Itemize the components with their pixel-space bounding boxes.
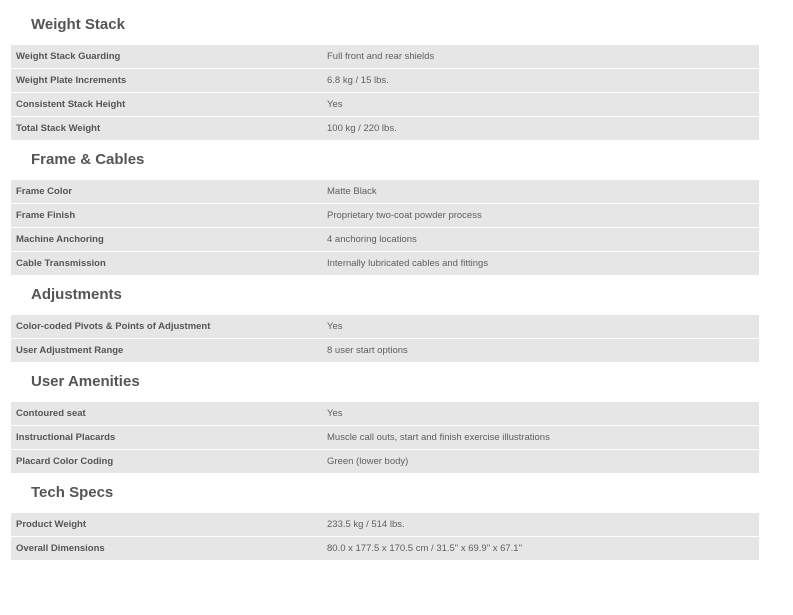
spec-value: Yes [327, 408, 343, 419]
spec-label: Product Weight [16, 519, 87, 530]
spec-row [11, 180, 759, 204]
section-title-frame-cables: Frame & Cables [31, 151, 145, 168]
spec-label: Contoured seat [16, 408, 86, 419]
spec-value: 8 user start options [327, 345, 408, 356]
spec-value: 4 anchoring locations [327, 234, 417, 245]
section-title-tech-specs: Tech Specs [31, 484, 114, 501]
section-title-adjustments: Adjustments [31, 286, 122, 303]
section-title-weight-stack: Weight Stack [31, 16, 125, 33]
spec-label: Cable Transmission [16, 258, 106, 269]
spec-label: Weight Stack Guarding [16, 51, 121, 62]
spec-row [11, 204, 759, 228]
spec-label: Frame Color [16, 186, 72, 197]
spec-row [11, 339, 759, 362]
spec-row [11, 426, 759, 450]
spec-value: 100 kg / 220 lbs. [327, 123, 397, 134]
spec-row [11, 315, 759, 339]
spec-value: Matte Black [327, 186, 377, 197]
spec-value: Muscle call outs, start and finish exercise illustrations [327, 432, 550, 443]
spec-label: Overall Dimensions [16, 543, 105, 554]
spec-row [11, 69, 759, 93]
spec-sheet [11, 0, 759, 560]
spec-label: Instructional Placards [16, 432, 116, 443]
spec-value: 233.5 kg / 514 lbs. [327, 519, 405, 530]
spec-label: Color-coded Pivots & Points of Adjustment [16, 321, 211, 332]
spec-value: 80.0 x 177.5 x 170.5 cm / 31.5" x 69.9" x 67.1" [327, 543, 522, 554]
spec-label: Consistent Stack Height [16, 99, 126, 110]
spec-value: Green (lower body) [327, 456, 409, 467]
spec-label: Weight Plate Increments [16, 75, 127, 86]
spec-value: Full front and rear shields [327, 51, 435, 62]
spec-row [11, 537, 759, 560]
spec-table-adjustments [11, 315, 759, 362]
spec-label: User Adjustment Range [16, 345, 124, 356]
spec-row [11, 252, 759, 275]
spec-row [11, 45, 759, 69]
spec-value: Yes [327, 99, 343, 110]
spec-label: Machine Anchoring [16, 234, 104, 245]
spec-row [11, 450, 759, 473]
spec-value: Internally lubricated cables and fittings [327, 258, 489, 269]
spec-value: Proprietary two-coat powder process [327, 210, 482, 221]
spec-row [11, 228, 759, 252]
spec-value: 6.8 kg / 15 lbs. [327, 75, 389, 86]
spec-row [11, 513, 759, 537]
spec-row [11, 117, 759, 140]
spec-table-tech-specs [11, 513, 759, 560]
spec-row [11, 93, 759, 117]
spec-table-frame-cables [11, 180, 759, 275]
spec-table-user-amenities [11, 402, 759, 473]
spec-label: Total Stack Weight [16, 123, 101, 134]
spec-label: Placard Color Coding [16, 456, 114, 467]
spec-label: Frame Finish [16, 210, 76, 221]
section-title-user-amenities: User Amenities [31, 373, 140, 390]
spec-table-weight-stack [11, 45, 759, 140]
spec-value: Yes [327, 321, 343, 332]
spec-row [11, 402, 759, 426]
